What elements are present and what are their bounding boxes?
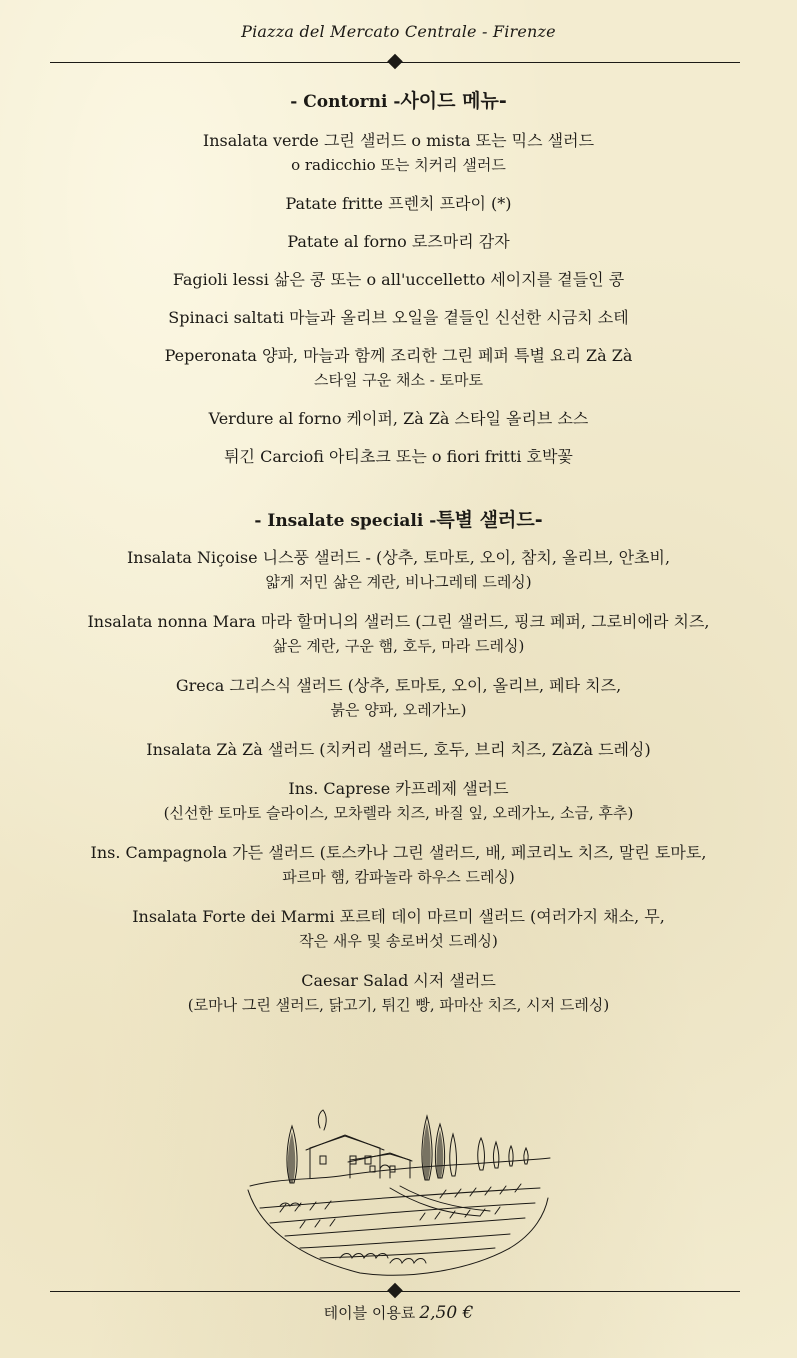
diamond-icon bbox=[387, 1283, 403, 1299]
item-line2: (로마나 그린 샐러드, 닭고기, 튀긴 빵, 파마산 치즈, 시저 드레싱) bbox=[187, 996, 610, 1014]
item-line1: Greca 그리스식 샐러드 (상추, 토마토, 오이, 올리브, 페타 치즈, bbox=[175, 676, 622, 695]
bottom-divider bbox=[50, 1291, 740, 1292]
item-line2: 작은 새우 및 송로버섯 드레싱) bbox=[299, 932, 498, 950]
item-line2: 삶은 계란, 구운 햄, 호두, 마라 드레싱) bbox=[272, 637, 525, 655]
menu-item bbox=[40, 305, 757, 330]
item-line1: Fagioli lessi 삶은 콩 또는 o all'uccelletto 세이지를 곁들인 콩 bbox=[172, 270, 625, 289]
menu-item bbox=[40, 545, 757, 595]
menu-item bbox=[40, 840, 757, 890]
item-line1: Insalata Zà Zà 샐러드 (치커리 샐러드, 호두, 브리 치즈, ZàZà 드레싱) bbox=[146, 740, 651, 759]
cover-charge-price: 2,50 € bbox=[419, 1303, 474, 1323]
menu-item bbox=[40, 229, 757, 254]
item-line2: o radicchio 또는 치커리 샐러드 bbox=[291, 156, 506, 174]
item-line1: Insalata Forte dei Marmi 포르테 데이 마르미 샐러드 (여러가지 채소, 무, bbox=[132, 907, 665, 926]
item-line1: Patate al forno 로즈마리 감자 bbox=[287, 232, 510, 251]
menu-item bbox=[40, 609, 757, 659]
item-line2: (신선한 토마토 슬라이스, 모차렐라 치즈, 바질 잎, 오레가노, 소금, 후추) bbox=[163, 804, 634, 822]
section-title-insalate bbox=[40, 505, 757, 532]
section-title-ko: 사이드 메뉴- bbox=[400, 90, 507, 112]
menu-item bbox=[40, 776, 757, 826]
item-line1: Ins. Campagnola 가든 샐러드 (토스카나 그린 샐러드, 배, 페코리노 치즈, 말린 토마토, bbox=[90, 843, 707, 862]
page-header-title: Piazza del Mercato Centrale - Firenze bbox=[241, 22, 556, 41]
cover-charge-label: 테이블 이용료 bbox=[323, 1304, 416, 1322]
menu-content bbox=[40, 86, 757, 1032]
menu-item bbox=[40, 191, 757, 216]
menu-item bbox=[40, 444, 757, 469]
menu-item bbox=[40, 737, 757, 762]
item-line1: Ins. Caprese 카프레제 샐러드 bbox=[288, 779, 509, 798]
item-line1: 튀긴 Carciofi 아티초크 또는 o fiori fritti 호박꽃 bbox=[224, 447, 573, 466]
item-line1: Insalata nonna Mara 마라 할머니의 샐러드 (그린 샐러드, 핑크 페퍼, 그로비에라 치즈, bbox=[87, 612, 710, 631]
menu-item bbox=[40, 968, 757, 1018]
item-line2: 붉은 양파, 오레가노) bbox=[330, 701, 467, 719]
item-line2: 스타일 구운 채소 - 토마토 bbox=[313, 371, 484, 389]
section-title-ko: 특별 샐러드- bbox=[436, 509, 543, 531]
item-line1: Spinaci saltati 마늘과 올리브 오일을 곁들인 신선한 시금치 소테 bbox=[168, 308, 629, 327]
diamond-icon bbox=[387, 54, 403, 70]
tuscan-landscape-icon bbox=[240, 1108, 555, 1278]
section-title-contorni bbox=[40, 86, 757, 113]
item-line2: 파르마 햄, 캄파놀라 하우스 드레싱) bbox=[282, 868, 515, 886]
menu-item bbox=[40, 267, 757, 292]
menu-item bbox=[40, 673, 757, 723]
menu-item bbox=[40, 904, 757, 954]
cover-charge bbox=[0, 1302, 797, 1323]
menu-item bbox=[40, 128, 757, 178]
item-line1: Caesar Salad 시저 샐러드 bbox=[301, 971, 496, 990]
item-line1: Insalata verde 그린 샐러드 o mista 또는 믹스 샐러드 bbox=[202, 131, 595, 150]
item-line2: 얇게 저민 삶은 계란, 비나그레테 드레싱) bbox=[265, 573, 532, 591]
section-title-it: - Contorni - bbox=[290, 92, 401, 112]
top-divider bbox=[50, 62, 740, 63]
item-line1: Peperonata 양파, 마늘과 함께 조리한 그린 페퍼 특별 요리 Zà Zà bbox=[164, 346, 633, 365]
section-contorni bbox=[40, 86, 757, 469]
section-insalate bbox=[40, 505, 757, 1018]
item-line1: Insalata Niçoise 니스풍 샐러드 - (상추, 토마토, 오이, 참치, 올리브, 안초비, bbox=[126, 548, 671, 567]
item-line1: Verdure al forno 케이퍼, Zà Zà 스타일 올리브 소스 bbox=[208, 409, 589, 428]
menu-item bbox=[40, 406, 757, 431]
item-line1: Patate fritte 프렌치 프라이 (*) bbox=[285, 194, 512, 213]
menu-item bbox=[40, 343, 757, 393]
section-title-it: - Insalate speciali - bbox=[254, 511, 437, 531]
